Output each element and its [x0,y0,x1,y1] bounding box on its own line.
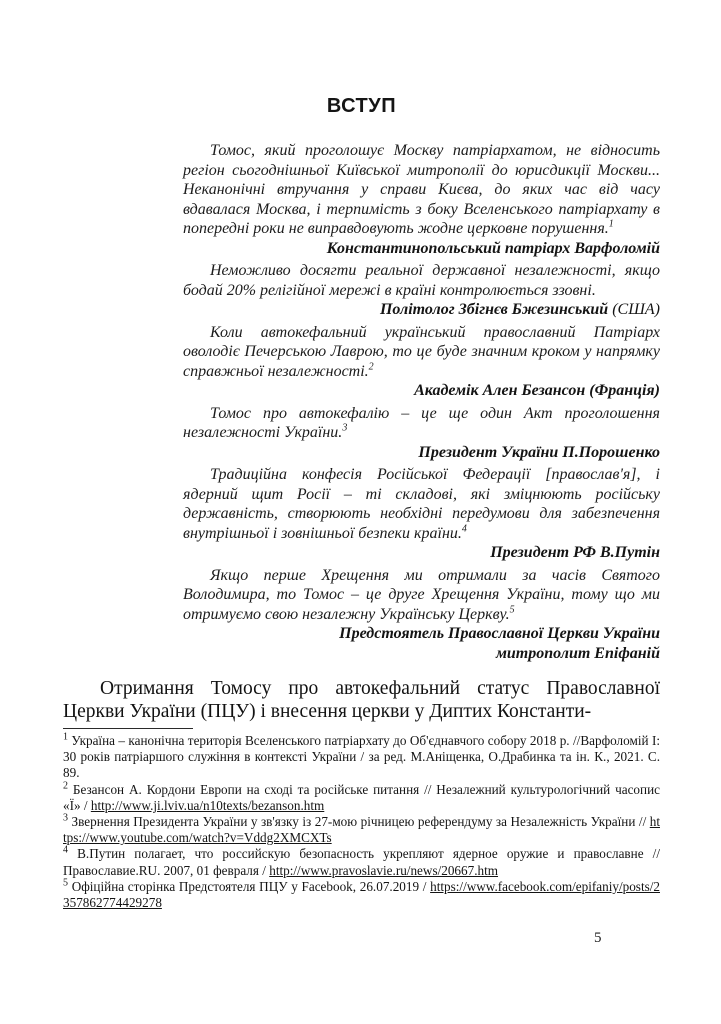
quote-block [183,261,660,320]
quote-block [183,465,660,563]
footnote-link[interactable]: https://www.youtube.com/watch?v=Vddg2XMCXTs [63,814,660,846]
quote-attribution: Предстоятель Православної Церкви України митрополит Епіфаній [183,624,660,663]
footnote-link[interactable]: https://www.facebook.com/epifaniy/posts/2357862774429278 [63,878,660,911]
footnote-ref: 4 [461,523,467,535]
quote-attribution: Президент РФ В.Путін [490,544,660,561]
quote-text: Якщо перше Хрещення ми отримали за часів Святого Володимира, то Томос – це друге Хрещення України, тому що ми отримуємо свою незалежну Українську Церкву.$^5$ [183,566,660,623]
footnote-separator [63,728,193,729]
quote-text: Неможливо досягти реальної державної незалежності, якщо бодай 20% релігійної мережі в країні контролюється ззовні. [183,262,660,299]
footnote-marker: 5 [63,877,68,889]
footnote: $^5$ Офіційна сторінка Предстоятеля ПЦУ у Facebook, 26.07.2019 / https://www.facebook.com/epifaniy/posts/2357862774429278 [63,877,660,911]
footnote-ref: 3 [342,422,348,434]
quote-text: Томос, який проголошує Москву патріархатом, не відносить регіон сьогоднішньої Київської митрополії до юрисдикції Москви... Неканонічні втручання у справи Києва, до яких час від часу вдавалася Москва, і терпимість з боку Вселенського патріархату в попередні роки не виправдовують жодне церковне порушення.$^1$ [183,142,660,237]
quote-text: Традиційна конфесія Російської Федерації [православ'я], і ядерний щит Росії – ті складові, які зміцнюють російську державність, створюють необхідні передумови для забезпечення внутрішньої і зовнішньої безпеки країни.$^4$ [183,466,660,542]
footnote: $^4$ В.Путин полагает, что российскую безопасность укрепляют ядерное оружие и православне // Православие.RU. 2007, 01 февраля / http://www.pravoslavie.ru/news/20667.htm [63,845,660,878]
quote-block [183,141,660,258]
quote-attribution-line2: митрополит Епіфаній [495,644,660,662]
footnote: $^1$ Україна – канонічна територія Вселенського патріархату до Об'єднавчого собору 2018 р. //Варфоломій І: 30 років патріаршого служіння в контексті України / за ред. М.Аніщенка, О.Драбинка та ін. К., 2021. С. 89. [63,731,660,781]
quote-block [183,404,660,463]
footnote-marker: 2 [63,780,68,792]
page-title: ВСТУП [326,95,397,117]
quote-attribution: Президент України П.Порошенко [418,443,660,461]
footnote: $^2$ Безансон А. Кордони Европи на сході та російське питання // Незалежний культурологічний часопис «Ї» / http://www.ji.lviv.ua/n10texts/bezanson.htm [63,780,660,813]
quote-text: Коли автокефальний український православний Патріарх оволодіє Печерською Лаврою, то це буде значним кроком у напрямку справжньої незалежності.$^2$ [183,323,660,380]
quote-block [183,566,660,664]
footnote-link[interactable]: http://www.ji.lviv.ua/n10texts/bezanson.htm [90,797,325,813]
footnote-marker: 4 [63,845,68,857]
footnote-link[interactable]: http://www.pravoslavie.ru/news/20667.htm [269,862,499,878]
footnote-ref: 5 [509,604,515,616]
footnote-ref: 1 [608,218,614,230]
footnote-marker: 3 [63,812,68,824]
body-paragraph: Отримання Томосу про автокефальний статус Православної Церкви України (ПЦУ) і внесення церкви у Диптих Константи- [63,678,660,722]
footnote-ref: 2 [368,361,374,373]
quote-block [183,323,660,401]
footnotes-section [63,733,660,911]
quote-attribution: Академік Ален Безансон (Франція) [414,382,660,399]
footnote: $^3$ Звернення Президента України у зв'язку із 27-мою річницею референдуму за Незалежність України // https://www.youtube.com/watch?v=Vddg2XMCXTs [63,812,660,846]
quote-attribution: Політолог Збігнєв Бжезинський (США) [379,301,660,318]
text-column [63,0,660,911]
footnote-marker: 1 [63,731,68,743]
page-number: 5 [594,930,602,946]
quote-attribution: Константинопольський патріарх Варфоломій [326,239,660,257]
epigraph-quotes [183,141,660,663]
quote-text: Томос про автокефалію – це ще один Акт проголошення незалежності України.$^3$ [183,404,660,441]
